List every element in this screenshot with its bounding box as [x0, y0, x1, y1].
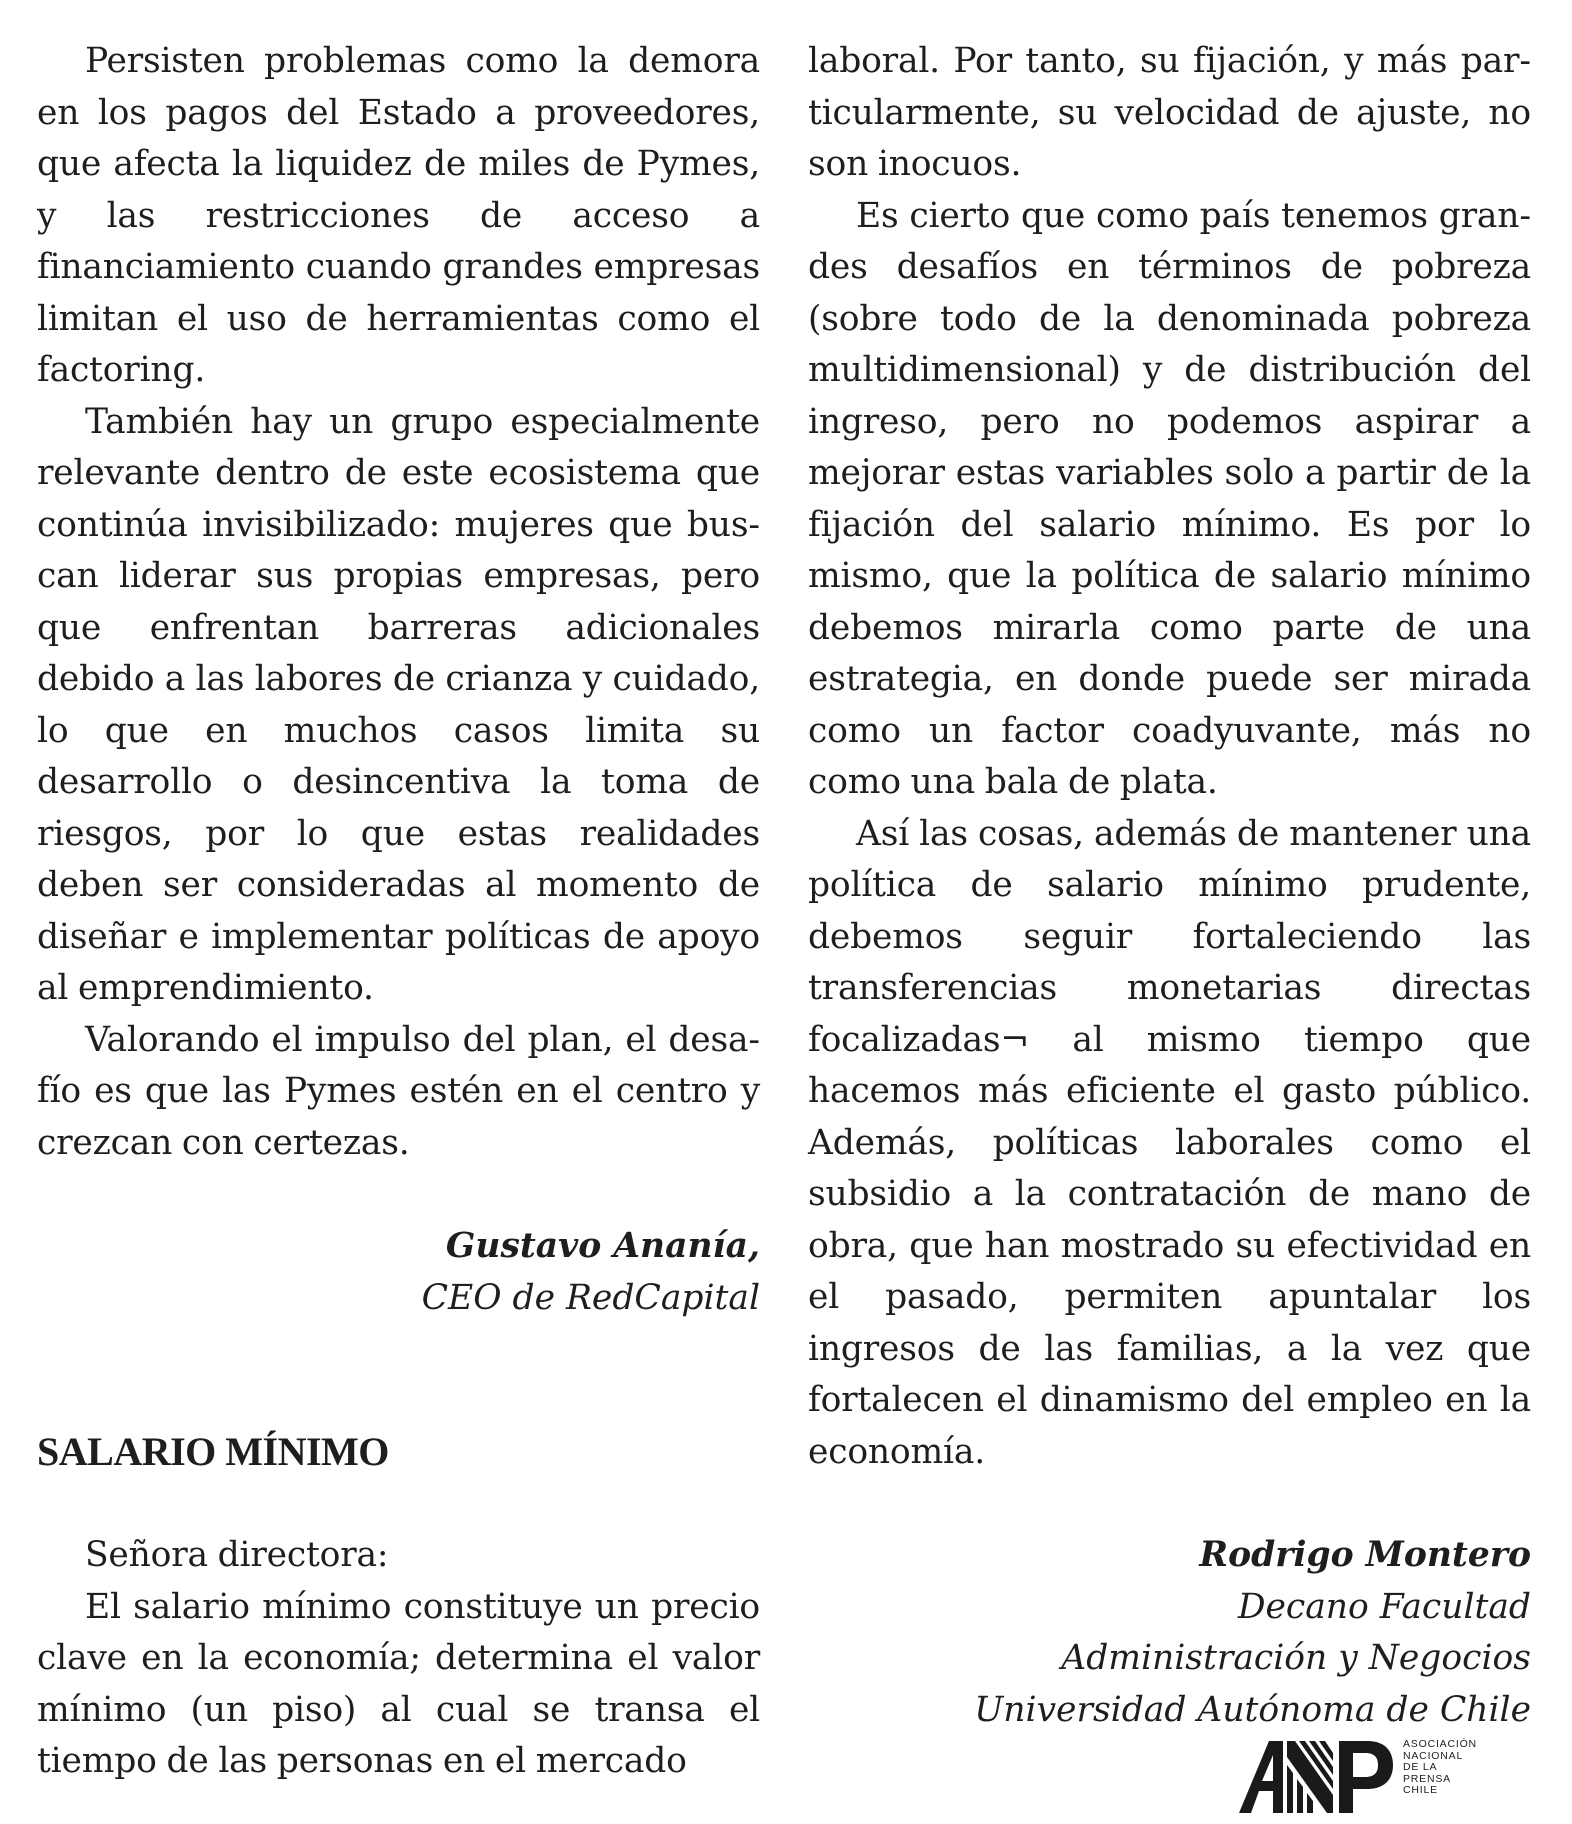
anp-logo-text [1403, 1739, 1485, 1797]
logo-text-line: NACIONAL [1403, 1749, 1464, 1762]
paragraph-payments: Persisten problemas como la demora en los pagos del Estado a proveedores, que afecta la liquidez de miles de Pymes, y las restricciones de acceso a financiamiento cuando grandes empresas limitan el uso de herramientas como el factoring. [37, 41, 760, 390]
paragraph-minimum-wage-opening: El salario mínimo constituye un precio clave en la economía; determina el valor mínimo (un piso) al cual se transa el tiempo de las personas en el mercado [37, 1586, 760, 1781]
anp-logo-mark [1235, 1735, 1400, 1817]
logo-text-line: ASOCIACIÓN [1403, 1738, 1477, 1750]
signature-faculty: Administración y Negocios [1061, 1638, 1531, 1678]
section-title: SALARIO MÍNIMO [37, 1429, 389, 1474]
signature-name: Rodrigo Montero [1199, 1535, 1531, 1575]
signature-title: Decano Facultad [1237, 1586, 1531, 1627]
paragraph-plan-challenge: Valorando el impulso del plan, el desafío es que las Pymes estén en el centro y crezcan con certezas. [37, 1019, 760, 1163]
right-column [808, 36, 1531, 1736]
signature-role: CEO de RedCapital [421, 1277, 760, 1318]
salutation: Señora directora: [85, 1535, 389, 1575]
left-column [37, 36, 760, 1788]
logo-text-line: DE LA PRENSA [1403, 1761, 1451, 1785]
paragraph-poverty: Es cierto que como país tenemos grandes desafíos en términos de pobreza (sobre todo de la denominada pobreza multidimensional) y de distribución del ingreso, pero no podemos aspirar a mejorar estas variables solo a partir de la fijación del salario mínimo. Es por lo mismo, que la política de salario mínimo debemos mirarla como parte de una estrategia, en donde puede ser mirada como un factor coadyuvante, más no como una bala de plata. [808, 195, 1531, 802]
signature-name: Gustavo Ananía, [445, 1226, 760, 1266]
paragraph-policy: Así las cosas, además de mantener una política de salario mínimo prudente, debemos seguir fortaleciendo las transferencias monetarias directas focalizadas¬ al mismo tiempo que hacemos más eficiente el gasto público. Además, políticas laborales como el subsidio a la contratación de mano de obra, que han mostrado su efectividad en el pasado, permiten apuntalar los ingresos de las familias, a la vez que fortalecen el dinamismo del empleo en la economía. [808, 813, 1531, 1472]
logo-text-line: CHILE [1403, 1784, 1438, 1796]
paragraph-continuation: laboral. Por tanto, su fijación, y más particularmente, su velocidad de ajuste, no son inocuos. [808, 41, 1531, 184]
signature-university: Universidad Autónoma de Chile [974, 1689, 1531, 1730]
paragraph-women-entrepreneurs: También hay un grupo especialmente relevante dentro de este ecosistema que continúa invisibilizado: mujeres que buscan liderar sus propias empresas, pero que enfrentan barreras adicionales debido a las labores de crianza y cuidado, lo que en muchos casos limita su desarrollo o desincentiva la toma de riesgos, por lo que estas realidades deben ser consideradas al momento de diseñar e implementar políticas de apoyo al emprendimiento. [37, 401, 760, 1008]
anp-logo [1235, 1735, 1485, 1817]
